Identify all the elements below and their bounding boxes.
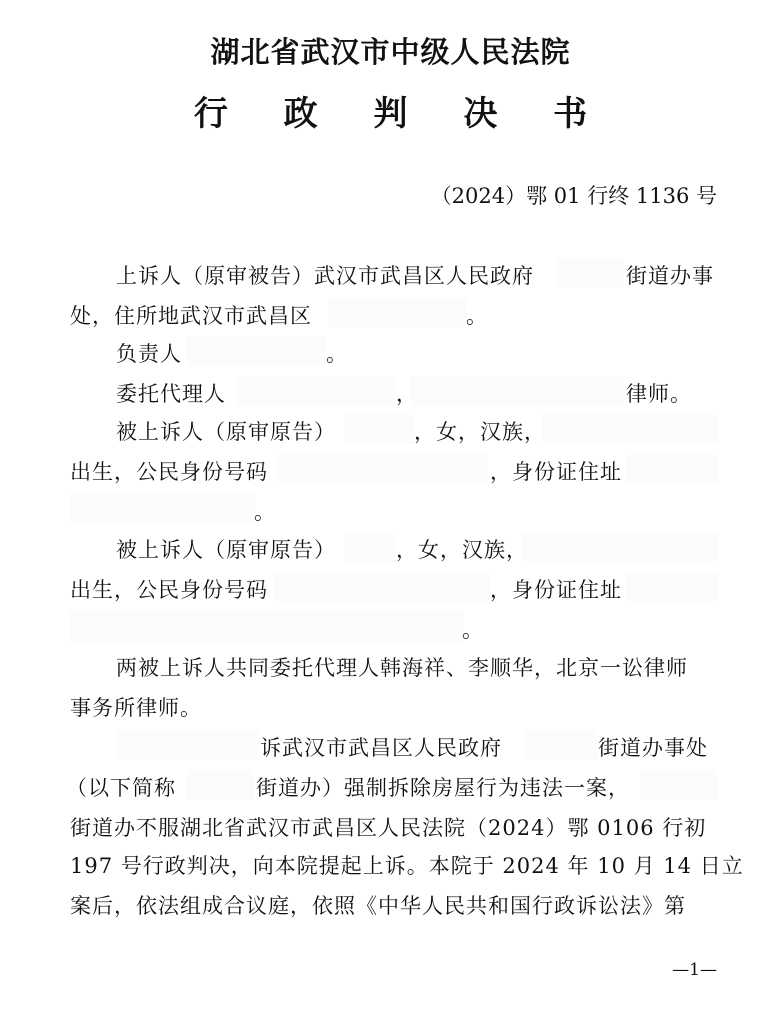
body-text: 街道办不服湖北省武汉市武昌区人民法院（2024）鄂 0106 行初 [70,816,707,840]
body-text: 上诉人（原审被告）武汉市武昌区人民政府 [116,264,534,288]
body-text: 街道办事 [626,264,714,288]
body-text: 。 [466,304,488,328]
page-number: —1— [672,960,717,980]
body-text: 被上诉人（原审原告） [116,538,336,562]
body-text: 处，住所地武汉市武昌区 [70,304,312,328]
body-text: 。 [326,342,348,366]
redaction-block [542,414,718,444]
redaction-block [186,336,326,366]
case-number: （2024）鄂 01 行终 1136 号 [430,184,717,208]
redaction-block [276,454,488,484]
body-text: 。 [462,618,484,642]
body-text: ，女，汉族， [396,538,528,562]
redaction-block [274,572,490,602]
redaction-block [522,532,718,562]
redaction-block [524,730,598,760]
body-text: 街道办）强制拆除房屋行为违法一案， [256,776,630,800]
redaction-block [556,258,624,288]
redaction-block [410,376,624,406]
body-text: ，身份证住址 [490,578,622,602]
body-text: 街道办事处 [598,736,708,760]
body-text: 出生，公民身份号码 [70,578,268,602]
redaction-block [70,492,256,524]
body-text: 197 号行政判决，向本院提起上诉。本院于 2024 年 10 月 14 日立 [70,854,744,878]
body-text: 诉武汉市武昌区人民政府 [260,736,502,760]
body-text: ， [396,382,418,406]
body-text: 负责人 [116,342,182,366]
body-text: 两被上诉人共同委托代理人韩海祥、李顺华，北京一讼律师 [116,656,688,680]
redaction-block [328,298,466,328]
redaction-block [236,376,396,406]
body-text: 律师。 [626,382,692,406]
redaction-block [344,414,414,444]
body-text: 出生，公民身份号码 [70,460,268,484]
redaction-block [640,770,718,800]
document-title: 行 政 判 决 书 [193,94,610,134]
body-text: 委托代理人 [116,382,226,406]
redaction-block [116,730,260,760]
court-name: 湖北省武汉市中级人民法院 [210,35,571,69]
body-text: 事务所律师。 [70,696,202,720]
redaction-block [186,770,254,800]
redaction-block [626,572,718,602]
body-text: 被上诉人（原审原告） [116,420,336,444]
body-text: ，女，汉族， [414,420,546,444]
redaction-block [626,454,718,484]
body-text: 案后，依法组成合议庭，依照《中华人民共和国行政诉讼法》第 [70,894,686,918]
body-text: ，身份证住址 [490,460,622,484]
redaction-block [344,532,396,562]
body-text: 。 [254,500,276,524]
body-text: （以下简称 [66,776,176,800]
redaction-block [70,610,464,642]
